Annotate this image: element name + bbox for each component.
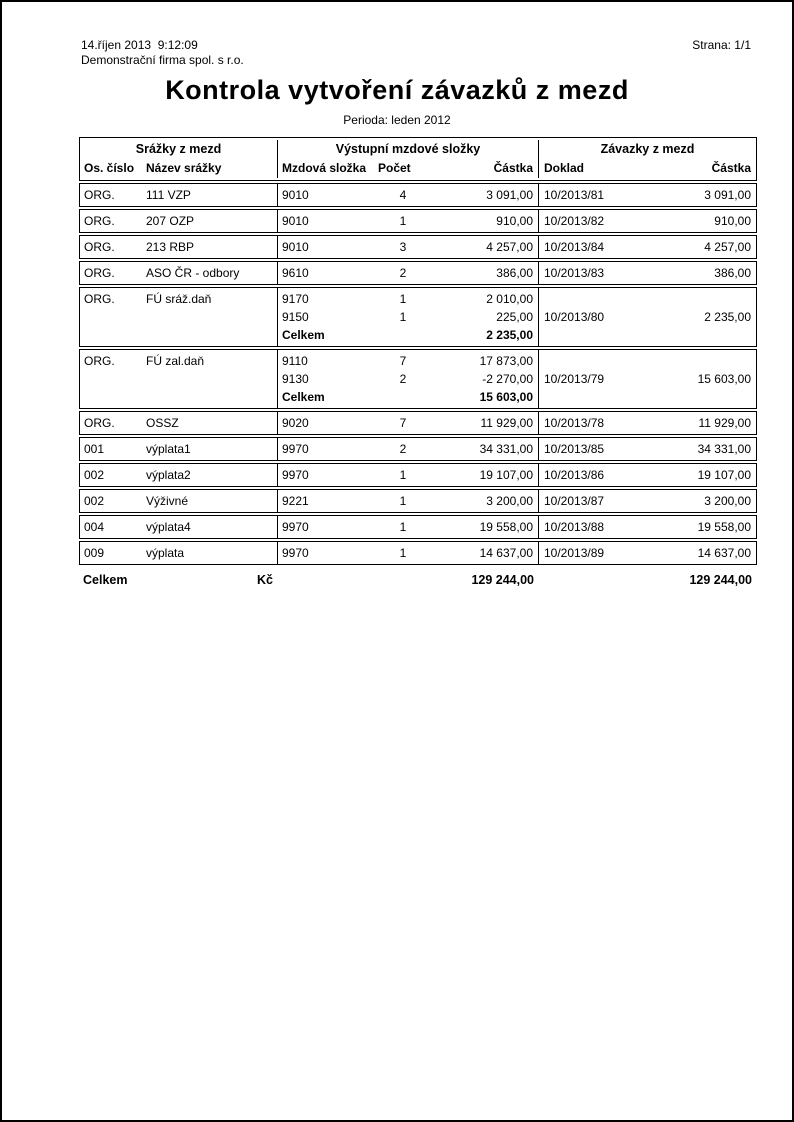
mzdove-slozky-cell	[278, 542, 539, 564]
mzdova-slozka-value: 9221	[282, 494, 309, 508]
group-title-slozky: Výstupní mzdové složky	[335, 142, 481, 156]
column-nazev-srazky: Název srážky	[146, 161, 222, 175]
slozka-line	[278, 290, 538, 308]
mzdove-slozky-cell	[278, 412, 539, 434]
table-row	[79, 489, 757, 513]
zavazek-cell	[539, 288, 756, 346]
mzdova-slozka-value: 9130	[282, 372, 309, 386]
castka-value: 386,00	[496, 266, 533, 280]
doklad-value: 10/2013/86	[544, 468, 605, 482]
slozka-line	[278, 518, 538, 536]
column-pocet: Počet	[378, 161, 411, 175]
currency-label: Kč	[257, 573, 273, 587]
zavazek-cell	[539, 210, 756, 232]
subtotal-castka: 15 603,00	[479, 390, 533, 404]
zavazek-cell	[539, 236, 756, 258]
subheaders-slozky	[278, 159, 538, 178]
table-row	[79, 411, 757, 435]
zavazek-line	[539, 212, 756, 230]
pocet-value: 4	[399, 188, 407, 202]
pocet-value: 1	[399, 468, 407, 482]
slozka-line	[278, 212, 538, 230]
pocet-value: 2	[399, 442, 407, 456]
slozka-line	[278, 414, 538, 432]
nazev-srazky-value: výplata	[142, 542, 278, 564]
castka-value: 910,00	[496, 214, 533, 228]
column-castka-zavazky: Částka	[711, 161, 751, 175]
nazev-srazky-value: 111 VZP	[142, 184, 278, 206]
pocet-value: 1	[399, 310, 407, 324]
os-cislo-value: ORG.	[84, 214, 115, 228]
zavazek-line	[539, 492, 756, 510]
zavazek-cell	[539, 464, 756, 486]
mzdova-slozka-value: 9010	[282, 214, 309, 228]
pocet-value: 7	[399, 354, 407, 368]
doklad-castka-value: 2 235,00	[704, 310, 751, 324]
doklad-castka-value: 910,00	[714, 214, 751, 228]
mzdova-slozka-value: 9970	[282, 520, 309, 534]
doklad-value: 10/2013/85	[544, 442, 605, 456]
pocet-value: 1	[399, 214, 407, 228]
mzdova-slozka-value: 9010	[282, 188, 309, 202]
zavazek-line	[539, 414, 756, 432]
slozka-line	[278, 370, 538, 388]
doklad-castka-value: 4 257,00	[704, 240, 751, 254]
table-row	[79, 209, 757, 233]
column-doklad: Doklad	[544, 161, 585, 175]
doklad-castka-value: 34 331,00	[697, 442, 751, 456]
os-cislo-value: ORG.	[84, 266, 115, 280]
castka-value: 225,00	[496, 310, 533, 324]
doklad-value: 10/2013/88	[544, 520, 605, 534]
nazev-srazky-value: výplata1	[142, 438, 278, 460]
castka-value: 14 637,00	[479, 546, 533, 560]
pocet-value: 7	[399, 416, 407, 430]
zavazek-line	[539, 186, 756, 204]
column-castka-slozky: Částka	[493, 161, 533, 175]
castka-value: 3 200,00	[486, 494, 533, 508]
castka-value: 4 257,00	[486, 240, 533, 254]
slozka-line	[278, 238, 538, 256]
group-title-zavazky: Závazky z mezd	[600, 142, 695, 156]
doklad-castka-value: 19 107,00	[697, 468, 751, 482]
table-row	[79, 287, 757, 347]
subtotal-castka: 2 235,00	[486, 328, 533, 342]
report-header	[2, 2, 792, 68]
grand-total-row	[79, 571, 757, 589]
castka-value: 11 929,00	[480, 416, 533, 430]
slozka-line	[278, 186, 538, 204]
subtotal-spacer	[378, 388, 428, 406]
zavazek-cell	[539, 412, 756, 434]
doklad-castka-value: 3 091,00	[704, 188, 751, 202]
mzdove-slozky-cell	[278, 438, 539, 460]
zavazek-line	[539, 544, 756, 562]
pocet-value: 1	[399, 546, 407, 560]
group-header-zavazky	[539, 140, 756, 178]
zavazek-line	[539, 370, 756, 388]
mzdova-slozka-value: 9970	[282, 442, 309, 456]
nazev-srazky-value: výplata2	[142, 464, 278, 486]
doklad-castka-value: 11 929,00	[698, 416, 751, 430]
os-cislo-value: 002	[84, 494, 105, 508]
mzdova-slozka-value: 9020	[282, 416, 309, 430]
zavazek-cell	[539, 184, 756, 206]
subheaders-zavazky	[539, 159, 756, 178]
report-period: Perioda: leden 2012	[343, 113, 451, 127]
column-mzdova-slozka: Mzdová složka	[282, 161, 367, 175]
zavazek-line	[539, 518, 756, 536]
report-title: Kontrola vytvoření závazků z mezd	[165, 75, 629, 105]
nazev-srazky-value: ASO ČR - odbory	[142, 262, 278, 284]
table-header	[79, 137, 757, 181]
table-row	[79, 235, 757, 259]
subtotal-label: Celkem	[282, 328, 325, 342]
doklad-castka-value: 15 603,00	[697, 372, 751, 386]
group-header-srazky	[80, 140, 278, 178]
mzdove-slozky-cell	[278, 288, 539, 346]
slozka-line	[278, 466, 538, 484]
mzdova-slozka-value: 9970	[282, 468, 309, 482]
subtotal-line	[278, 388, 538, 406]
grand-total-label: Celkem	[83, 573, 128, 587]
pocet-value: 1	[399, 292, 407, 306]
group-header-slozky	[278, 140, 539, 178]
slozka-line	[278, 352, 538, 370]
mzdova-slozka-value: 9970	[282, 546, 309, 560]
doklad-castka-value: 19 558,00	[697, 520, 751, 534]
pocet-value: 2	[399, 372, 407, 386]
subheaders-srazky	[80, 159, 277, 178]
zavazek-cell	[539, 262, 756, 284]
nazev-srazky-value: FÚ sráž.daň	[142, 288, 278, 346]
nazev-srazky-value: výplata4	[142, 516, 278, 538]
mzdove-slozky-cell	[278, 490, 539, 512]
grand-total-components: 129 244,00	[471, 573, 534, 587]
mzdova-slozka-value: 9110	[282, 354, 308, 368]
os-cislo-value: 001	[84, 442, 105, 456]
os-cislo-value: ORG.	[84, 188, 115, 202]
zavazek-cell	[539, 490, 756, 512]
grand-total-left	[79, 571, 278, 589]
os-cislo-value: 004	[84, 520, 105, 534]
nazev-srazky-value: 207 OZP	[142, 210, 278, 232]
table-row	[79, 183, 757, 207]
mzdova-slozka-value: 9170	[282, 292, 309, 306]
castka-value: 17 873,00	[479, 354, 533, 368]
page-number: Strana: 1/1	[692, 38, 751, 52]
subtotal-line	[278, 326, 538, 344]
mzdove-slozky-cell	[278, 184, 539, 206]
mzdova-slozka-value: 9150	[282, 310, 309, 324]
os-cislo-value: ORG.	[84, 240, 115, 254]
os-cislo-value: 009	[84, 546, 105, 560]
zavazek-cell	[539, 542, 756, 564]
zavazek-line	[539, 264, 756, 282]
castka-value: 19 558,00	[479, 520, 533, 534]
zavazek-cell	[539, 438, 756, 460]
table-row	[79, 437, 757, 461]
nazev-srazky-value: OSSZ	[142, 412, 278, 434]
mzdova-slozka-value: 9010	[282, 240, 309, 254]
payroll-liabilities-table	[79, 137, 757, 589]
doklad-value: 10/2013/80	[544, 310, 605, 324]
doklad-value: 10/2013/84	[544, 240, 605, 254]
castka-value: 19 107,00	[479, 468, 533, 482]
mzdove-slozky-cell	[278, 236, 539, 258]
zavazek-line	[539, 308, 756, 326]
mzdove-slozky-cell	[278, 516, 539, 538]
slozka-line	[278, 308, 538, 326]
os-cislo-value: ORG.	[84, 354, 115, 368]
mzdove-slozky-cell	[278, 464, 539, 486]
doklad-value: 10/2013/83	[544, 266, 605, 280]
doklad-value: 10/2013/87	[544, 494, 605, 508]
pocet-value: 1	[399, 494, 407, 508]
zavazek-line	[539, 440, 756, 458]
table-row	[79, 261, 757, 285]
doklad-castka-value: 386,00	[714, 266, 751, 280]
zavazek-line	[539, 238, 756, 256]
slozka-line	[278, 492, 538, 510]
nazev-srazky-value: FÚ zal.daň	[142, 350, 278, 408]
pocet-value: 1	[399, 520, 407, 534]
mzdova-slozka-value: 9610	[282, 266, 309, 280]
doklad-value: 10/2013/89	[544, 546, 605, 560]
subtotal-label: Celkem	[282, 390, 325, 404]
zavazek-cell	[539, 516, 756, 538]
zavazek-cell	[539, 350, 756, 408]
mzdove-slozky-cell	[278, 262, 539, 284]
nazev-srazky-value: Výživné	[142, 490, 278, 512]
mzdove-slozky-cell	[278, 350, 539, 408]
castka-value: 3 091,00	[486, 188, 533, 202]
doklad-value: 10/2013/82	[544, 214, 605, 228]
doklad-castka-value: 3 200,00	[704, 494, 751, 508]
nazev-srazky-value: 213 RBP	[142, 236, 278, 258]
castka-value: -2 270,00	[482, 372, 533, 386]
pocet-value: 3	[399, 240, 407, 254]
table-body	[79, 183, 757, 565]
table-row	[79, 349, 757, 409]
os-cislo-value: ORG.	[84, 416, 115, 430]
castka-value: 2 010,00	[486, 292, 533, 306]
grand-total-liabilities: 129 244,00	[689, 573, 752, 587]
doklad-value: 10/2013/78	[544, 416, 605, 430]
slozka-line	[278, 544, 538, 562]
pocet-value: 2	[399, 266, 407, 280]
doklad-castka-value: 14 637,00	[697, 546, 751, 560]
castka-value: 34 331,00	[479, 442, 533, 456]
doklad-value: 10/2013/81	[544, 188, 605, 202]
table-row	[79, 515, 757, 539]
slozka-line	[278, 440, 538, 458]
table-row	[79, 541, 757, 565]
company-name: Demonstrační firma spol. s r.o.	[81, 53, 244, 67]
header-left	[81, 38, 244, 68]
table-row	[79, 463, 757, 487]
doklad-value: 10/2013/79	[544, 372, 605, 386]
group-title-srazky: Srážky z mezd	[135, 142, 222, 156]
print-datetime: 14.říjen 2013 9:12:09	[81, 38, 198, 52]
slozka-line	[278, 264, 538, 282]
subtotal-spacer	[378, 326, 428, 344]
os-cislo-value: ORG.	[84, 292, 115, 306]
os-cislo-value: 002	[84, 468, 105, 482]
column-os-cislo: Os. číslo	[84, 161, 135, 175]
zavazek-line	[539, 466, 756, 484]
mzdove-slozky-cell	[278, 210, 539, 232]
